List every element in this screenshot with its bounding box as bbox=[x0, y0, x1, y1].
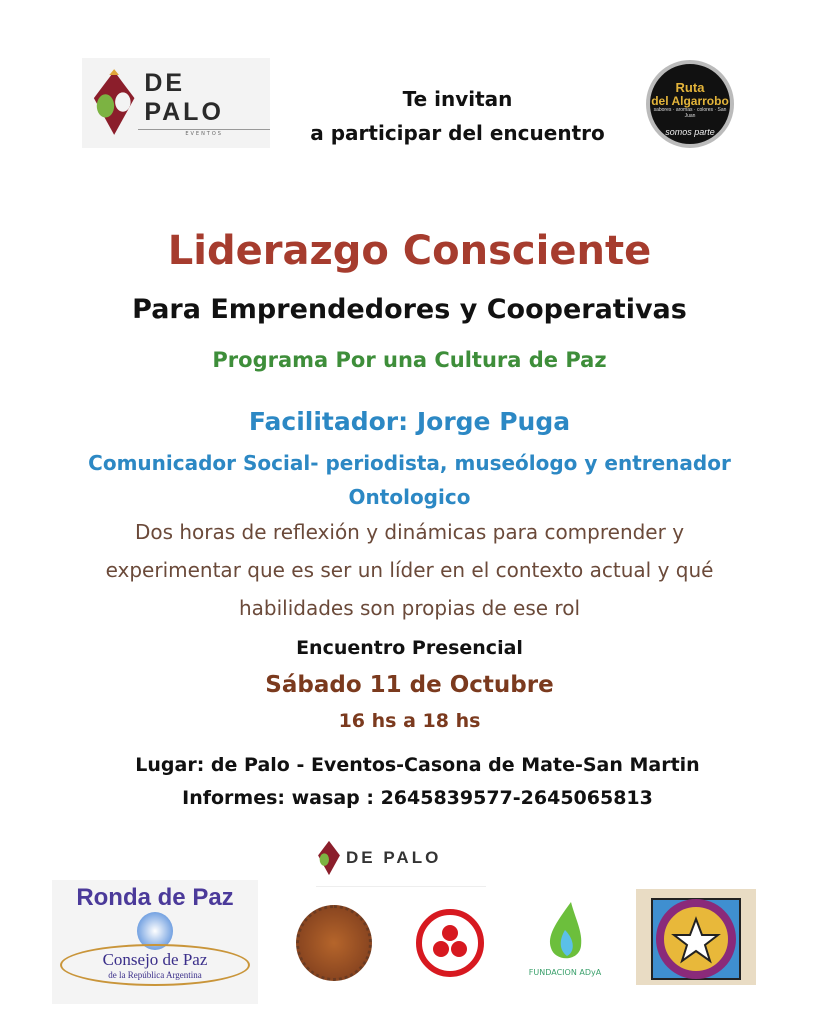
leaf-drop-icon bbox=[545, 900, 585, 964]
facilitator-desc-1: Comunicador Social- periodista, museólogo y entrenador bbox=[88, 451, 731, 475]
description-line: habilidades son propias de ese rol bbox=[238, 596, 581, 620]
invite-line-1: Te invitan bbox=[402, 87, 513, 111]
banner-of-peace-icon bbox=[414, 907, 486, 979]
facilitator: Facilitador: Jorge Puga bbox=[248, 407, 571, 436]
event-time: 16 hs a 18 hs bbox=[338, 710, 481, 732]
de-palo-text: DE PALO bbox=[144, 69, 224, 126]
de-palo-footer-text: DE PALO bbox=[346, 848, 442, 867]
event-contact: Informes: wasap : 2645839577-2645065813 bbox=[182, 787, 653, 809]
event-place: Lugar: de Palo - Eventos-Casona de Mate-San Martin bbox=[135, 754, 700, 776]
fundacion-text: FUNDACION ADyA bbox=[528, 968, 602, 977]
invite-line-2: a participar del encuentro bbox=[310, 121, 605, 145]
de-palo-sub: EVENTOS bbox=[138, 129, 270, 137]
description-line: experimentar que es ser un líder en el contexto actual y qué bbox=[105, 558, 714, 582]
de-palo-footer-logo bbox=[316, 838, 486, 887]
ruta-line4: somos parte bbox=[665, 127, 715, 137]
star-emblem-icon bbox=[636, 889, 756, 985]
ruta-algarrobo-logo bbox=[646, 60, 734, 148]
tree-logo-icon bbox=[296, 905, 372, 981]
ruta-line2: del Algarrobo bbox=[651, 94, 729, 108]
program-name: Programa Por una Cultura de Paz bbox=[212, 348, 607, 372]
description-line: Dos horas de reflexión y dinámicas para comprender y bbox=[134, 520, 685, 544]
event-date: Sábado 11 de Octubre bbox=[265, 672, 554, 698]
event-type: Encuentro Presencial bbox=[296, 637, 523, 659]
fundacion-adya-logo bbox=[520, 900, 610, 977]
ruta-line3: sabores · aromas · colores · San Juan bbox=[653, 107, 727, 119]
de-palo-mark-icon bbox=[316, 838, 342, 878]
description bbox=[0, 513, 819, 627]
facilitator-desc-2: Ontologico bbox=[348, 485, 471, 509]
event-subtitle: Para Emprendedores y Cooperativas bbox=[132, 294, 687, 325]
event-title: Liderazgo Consciente bbox=[167, 228, 652, 274]
ronda-de-paz-logo bbox=[52, 880, 258, 1004]
consejo-sub: de la República Argentina bbox=[108, 970, 202, 980]
consejo-text: Consejo de Paz bbox=[102, 950, 208, 969]
ronda-text: Ronda de Paz bbox=[76, 884, 234, 911]
ruta-line1: Ruta bbox=[675, 80, 705, 95]
